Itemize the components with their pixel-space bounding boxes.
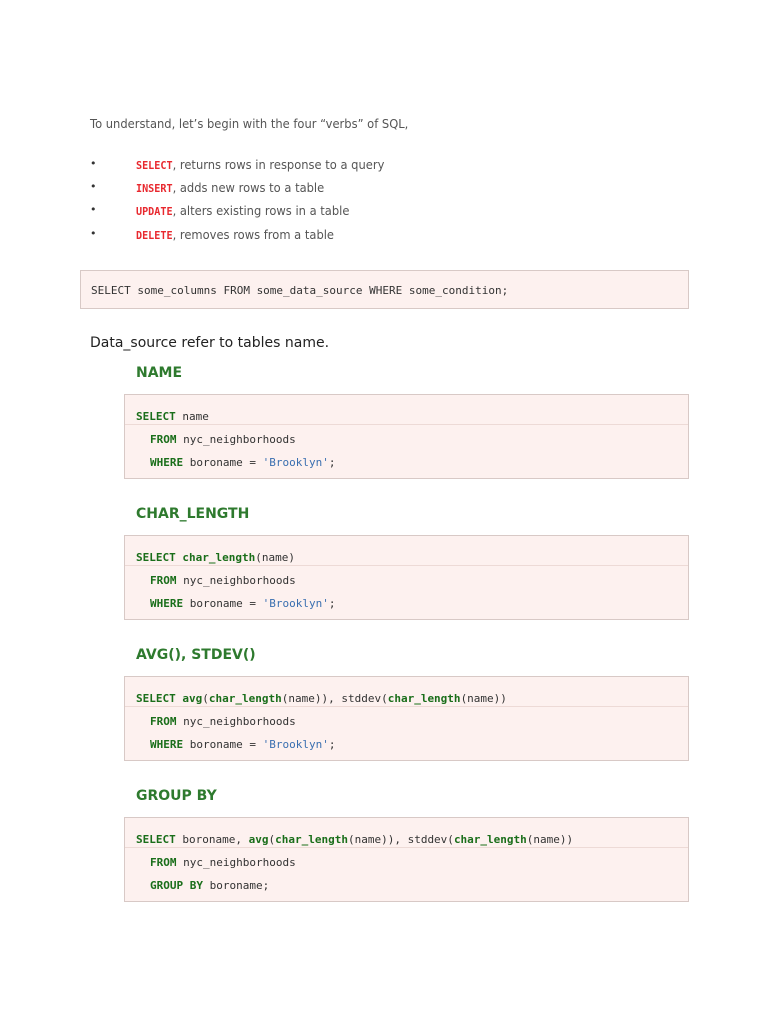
sql-token: boroname,: [175, 833, 249, 846]
sql-function: avg: [182, 692, 203, 705]
sql-function: char_length: [453, 833, 527, 846]
main-query-code-block: [80, 270, 689, 309]
sql-token: (name)), stddev(: [281, 692, 388, 705]
sql-line: [150, 856, 296, 869]
sql-keyword: FROM: [150, 856, 177, 869]
verb-keyword: INSERT: [136, 182, 173, 196]
sql-token: boroname =: [183, 597, 263, 610]
sql-keyword: SELECT: [136, 551, 176, 564]
sql-token: (name)), stddev(: [347, 833, 454, 846]
sql-keyword: GROUP BY: [150, 879, 203, 892]
sql-token: ;: [328, 456, 336, 469]
section-heading-group-by: GROUP BY: [136, 788, 217, 804]
sql-line: [136, 410, 209, 423]
code-divider: [125, 424, 688, 425]
intro-paragraph: To understand, let’s begin with the four “verbs” of SQL,: [90, 116, 409, 131]
sql-code-block-avg-stdev: [124, 676, 689, 761]
verb-description: , adds new rows to a table: [172, 180, 325, 196]
sql-line: [150, 738, 335, 751]
sql-function: avg: [248, 833, 269, 846]
sql-token: nyc_neighborhoods: [176, 715, 296, 728]
sql-code-block-name: [124, 394, 689, 479]
section-heading-char-length: CHAR_LENGTH: [136, 506, 250, 522]
sql-line: [150, 879, 269, 892]
sql-code-block-group-by: [124, 817, 689, 902]
verb-description: , returns rows in response to a query: [172, 157, 385, 172]
sql-string: 'Brooklyn': [262, 597, 329, 610]
bullet-icon: •: [90, 226, 97, 240]
sql-function: char_length: [182, 551, 256, 564]
verb-description: , removes rows from a table: [172, 226, 335, 242]
sql-token: boroname;: [202, 879, 270, 892]
sql-keyword: FROM: [150, 433, 177, 446]
sql-token: ;: [328, 738, 336, 751]
sql-token: (name)): [460, 692, 507, 705]
sql-code-block-char-length: [124, 535, 689, 620]
code-divider: [125, 706, 688, 707]
datasource-note: Data_source refer to tables name.: [90, 335, 330, 351]
bullet-icon: •: [90, 157, 97, 170]
verb-keyword: DELETE: [136, 228, 173, 242]
sql-token: boroname =: [183, 738, 263, 751]
sql-token: (name): [255, 551, 295, 564]
sql-line: [150, 597, 335, 610]
sql-keyword: WHERE: [150, 456, 184, 469]
sql-token: nyc_neighborhoods: [176, 574, 296, 587]
sql-keyword: FROM: [150, 715, 177, 728]
sql-token: (: [268, 833, 276, 846]
sql-keyword: SELECT: [136, 833, 176, 846]
verb-keyword: SELECT: [136, 159, 173, 172]
verb-description: , alters existing rows in a table: [172, 203, 350, 219]
sql-keyword: SELECT: [136, 692, 176, 705]
sql-token: (name)): [526, 833, 574, 846]
sql-line: [136, 692, 507, 705]
sql-token: nyc_neighborhoods: [176, 433, 296, 446]
sql-string: 'Brooklyn': [262, 456, 329, 469]
sql-line: [150, 433, 296, 446]
sql-line: [150, 456, 335, 469]
sql-string: 'Brooklyn': [262, 738, 329, 751]
sql-token: nyc_neighborhoods: [176, 856, 296, 869]
code-divider: [125, 565, 688, 566]
sql-line: [136, 833, 573, 846]
sql-function: char_length: [208, 692, 282, 705]
bullet-icon: •: [90, 180, 97, 194]
sql-function: char_length: [275, 833, 348, 846]
sql-token: name: [175, 410, 209, 423]
sql-line: [150, 574, 296, 587]
sql-keyword: WHERE: [150, 597, 184, 610]
sql-token: ;: [328, 597, 336, 610]
sql-token: (: [202, 692, 209, 705]
bullet-icon: •: [90, 203, 97, 217]
sql-function: char_length: [387, 692, 461, 705]
section-heading-name: NAME: [136, 365, 183, 381]
sql-keyword: WHERE: [150, 738, 184, 751]
sql-line: [136, 551, 295, 564]
main-query-text: SELECT some_columns FROM some_data_source WHERE some_condition;: [91, 284, 509, 297]
sql-line: [150, 715, 296, 728]
verb-keyword: UPDATE: [136, 205, 173, 219]
section-heading-avg-stdev: AVG(), STDEV(): [136, 647, 256, 663]
sql-token: boroname =: [183, 456, 263, 469]
sql-keyword: FROM: [150, 574, 177, 587]
sql-keyword: SELECT: [136, 410, 176, 423]
code-divider: [125, 847, 688, 848]
